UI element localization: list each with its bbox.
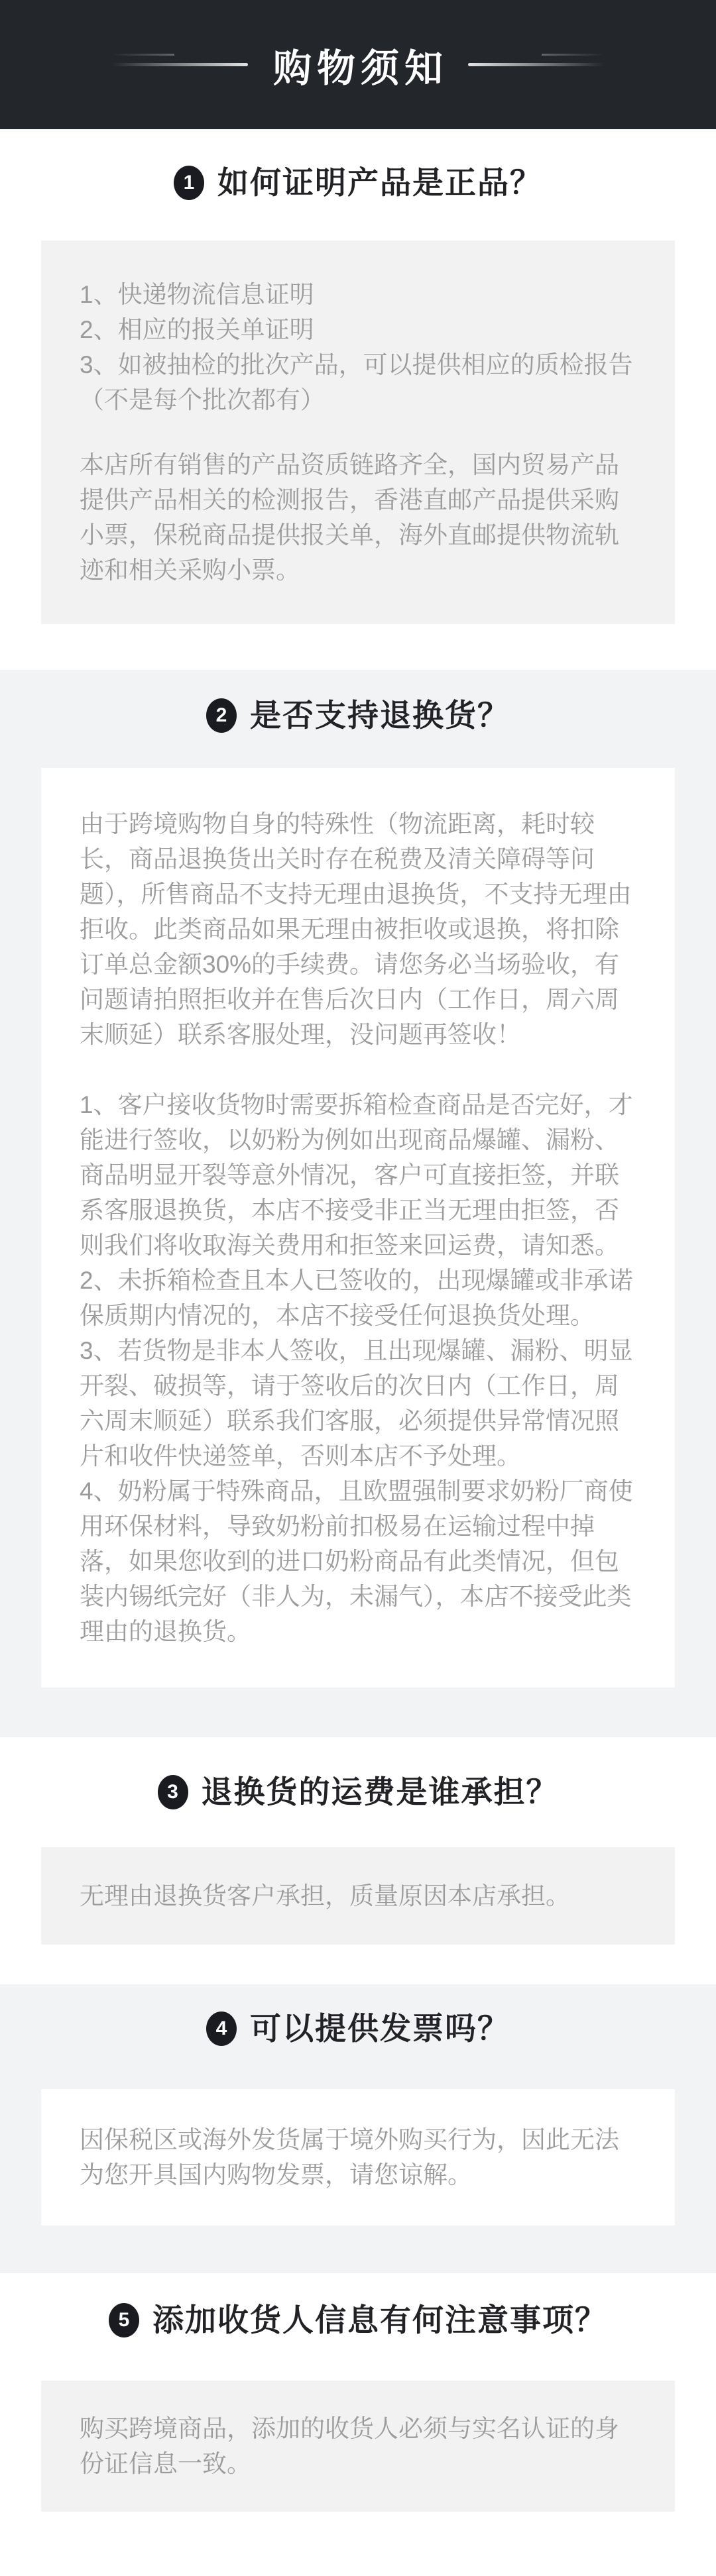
answer-box: [41, 768, 675, 1688]
policy-item: 4、奶粉属于特殊商品，且欧盟强制要求奶粉厂商使用环保材料，导致奶粉前扣极易在运输过程中掉落，如果您收到的进口奶粉商品有此类情况，但包装内锡纸完好（非人为，未漏气），本店不接受此类理由的退换货。: [80, 1477, 633, 1645]
faq-section-invoice: [0, 1984, 716, 2273]
answer-box: [41, 1847, 675, 1945]
proof-list-item: （不是每个批次都有）: [80, 386, 325, 413]
question-text: 退换货的运费是谁承担？: [201, 1774, 559, 1809]
policy-item: 1、客户接收货物时需要拆箱检查商品是否完好，才能进行签收，以奶粉为例如出现商品爆罐、漏粉、商品明显开裂等意外情况，客户可直接拒签，并联系客服退换货，本店不接受非正当无理由拒签，否则我们将收取海关费用和拒签来回运费，请知悉。: [80, 1091, 633, 1259]
answer-intro: 由于跨境购物自身的特殊性（物流距离，耗时较长，商品退换货出关时存在税费及清关障碍等问题），所售商品不支持无理由退换货，不支持无理由拒收。此类商品如果无理由被拒收或退换，将扣除订单总金额30%的手续费。请您务必当场验收，有问题请拍照拒收并在售后次日内（工作日，周六周末顺延）联系客服处理，没问题再签收！: [80, 810, 632, 1048]
number-badge-5: 5: [109, 2303, 139, 2337]
decorative-line-right-icon: [468, 63, 604, 66]
answer-box: [41, 2381, 675, 2512]
faq-section-authenticity: [0, 129, 716, 624]
faq-section-return-shipping-fee: [0, 1737, 716, 1945]
question-heading: [0, 1737, 716, 1847]
answer-box: [41, 2089, 675, 2226]
decorative-line-left-icon: [112, 63, 248, 66]
number-badge-3: 3: [158, 1775, 188, 1809]
answer-paragraph: 本店所有销售的产品资质链路齐全，国内贸易产品提供产品相关的检测报告，香港直邮产品提供采购小票，保税商品提供报关单，海外直邮提供物流轨迹和相关采购小票。: [80, 451, 619, 584]
proof-list-item: 3、如被抽检的批次产品，可以提供相应的质检报告: [80, 351, 633, 378]
question-heading: [0, 2273, 716, 2381]
answer-paragraph: 购买跨境商品，添加的收货人必须与实名认证的身份证信息一致。: [80, 2415, 619, 2477]
faq-section-recipient-info: [0, 2273, 716, 2512]
faq-section-returns-policy: [0, 670, 716, 1737]
question-heading: [0, 129, 716, 241]
page-header: [0, 0, 716, 129]
proof-list-item: 1、快递物流信息证明: [80, 281, 314, 308]
proof-list-item: 2、相应的报关单证明: [80, 316, 314, 343]
question-heading: [0, 695, 716, 736]
number-badge-4: 4: [206, 2012, 237, 2046]
question-text: 添加收货人信息有何注意事项？: [152, 2302, 607, 2337]
page-title: 购物须知: [272, 46, 448, 90]
policy-item: 3、若货物是非本人签收，且出现爆罐、漏粉、明显开裂、破损等，请于签收后的次日内（工作日，周六周末顺延）联系我们客服，必须提供异常情况照片和收件快递签单，否则本店不予处理。: [80, 1337, 633, 1470]
question-text: 可以提供发票吗？: [250, 2011, 510, 2046]
question-heading: [0, 2008, 716, 2049]
number-badge-2: 2: [206, 698, 237, 733]
question-text: 是否支持退换货？: [250, 698, 510, 733]
policy-item: 2、未拆箱检查且本人已签收的，出现爆罐或非承诺保质期内情况的，本店不接受任何退换货处理。: [80, 1267, 633, 1329]
answer-paragraph: 无理由退换货客户承担，质量原因本店承担。: [80, 1882, 570, 1909]
answer-paragraph: 因保税区或海外发货属于境外购买行为，因此无法为您开具国内购物发票，请您谅解。: [80, 2126, 619, 2188]
number-badge-1: 1: [174, 166, 204, 200]
question-text: 如何证明产品是正品？: [217, 165, 542, 200]
answer-box: [41, 241, 675, 624]
